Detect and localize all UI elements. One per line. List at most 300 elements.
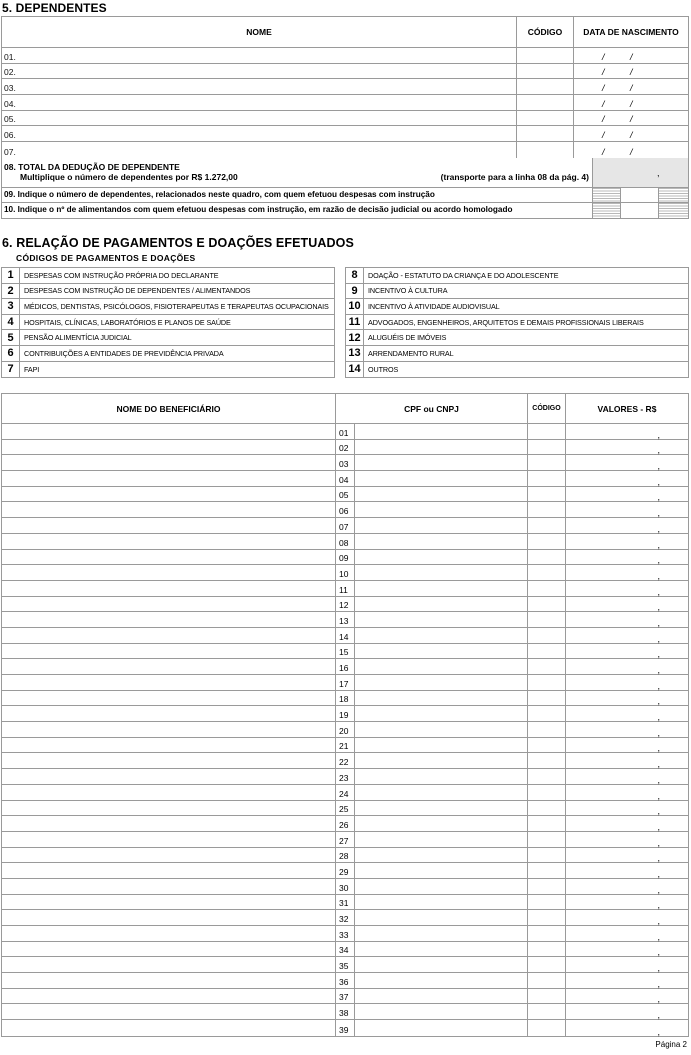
payment-row-number: 37	[339, 992, 349, 1003]
cpf-cnpj-field[interactable]	[355, 487, 528, 502]
dependent-birthdate-field[interactable]	[574, 79, 688, 94]
payment-code-field[interactable]	[528, 675, 566, 690]
beneficiary-name-field[interactable]	[2, 957, 336, 972]
payment-code-field[interactable]	[528, 848, 566, 863]
payment-value-field[interactable]	[566, 706, 688, 721]
hatched-cell	[593, 188, 621, 202]
payment-value-field[interactable]	[566, 1004, 688, 1019]
date-separator: /	[630, 83, 633, 94]
cpf-cnpj-field[interactable]	[355, 895, 528, 910]
beneficiary-name-field[interactable]	[2, 550, 336, 565]
dependent-birthdate-field[interactable]	[574, 48, 688, 63]
code-number: 12	[346, 330, 364, 345]
cpf-cnpj-field[interactable]	[355, 785, 528, 800]
payment-value-field[interactable]	[566, 879, 688, 894]
payment-row-number: 09	[339, 553, 349, 564]
beneficiary-name-field[interactable]	[2, 973, 336, 988]
payments-header-row	[2, 394, 688, 424]
payment-value-field[interactable]	[566, 487, 688, 502]
cpf-cnpj-field[interactable]	[355, 518, 528, 533]
beneficiary-name-field[interactable]	[2, 722, 336, 737]
dependent-birthdate-field[interactable]	[574, 111, 688, 126]
payment-row-number: 36	[339, 976, 349, 987]
payment-code-field[interactable]	[528, 879, 566, 894]
payment-row	[2, 1004, 688, 1020]
cpf-cnpj-field[interactable]	[355, 957, 528, 972]
payment-row-number: 11	[339, 584, 348, 595]
payment-row	[2, 989, 688, 1005]
code-row	[346, 284, 688, 300]
payment-code-field[interactable]	[528, 832, 566, 847]
beneficiary-name-field[interactable]	[2, 691, 336, 706]
code-label: PENSÃO ALIMENTÍCIA JUDICIAL	[24, 333, 132, 343]
payment-value-field[interactable]	[566, 597, 688, 612]
cpf-cnpj-field[interactable]	[355, 424, 528, 439]
payment-row	[2, 424, 688, 440]
cpf-cnpj-field[interactable]	[355, 597, 528, 612]
beneficiary-name-field[interactable]	[2, 565, 336, 580]
dependents-header-row	[2, 17, 688, 48]
payment-code-field[interactable]	[528, 612, 566, 627]
beneficiary-name-field[interactable]	[2, 816, 336, 831]
date-separator: /	[602, 51, 605, 62]
payment-code-field[interactable]	[528, 424, 566, 439]
decimal-separator: ,	[657, 963, 660, 974]
decimal-separator: ,	[657, 837, 660, 848]
payment-row-number: 29	[339, 866, 349, 877]
cpf-cnpj-field[interactable]	[355, 675, 528, 690]
question-10-row	[2, 203, 688, 218]
payment-code-field[interactable]	[528, 659, 566, 674]
payment-code-field[interactable]	[528, 518, 566, 533]
cpf-cnpj-field[interactable]	[355, 942, 528, 957]
payment-code-field[interactable]	[528, 550, 566, 565]
payment-row-number: 15	[339, 647, 349, 658]
page-number: Página 2	[655, 1040, 687, 1049]
payment-row	[2, 926, 688, 942]
code-number: 14	[346, 362, 364, 378]
payment-code-field[interactable]	[528, 706, 566, 721]
payment-code-field[interactable]	[528, 942, 566, 957]
dependent-name-field[interactable]	[2, 48, 517, 63]
payment-code-field[interactable]	[528, 816, 566, 831]
payment-code-field[interactable]	[528, 628, 566, 643]
payment-value-field[interactable]	[566, 455, 688, 470]
payment-row-number: 26	[339, 819, 349, 830]
dependent-birthdate-field[interactable]	[574, 64, 688, 79]
payment-value-field[interactable]	[566, 659, 688, 674]
decimal-separator: ,	[657, 445, 660, 456]
decimal-separator: ,	[657, 696, 660, 707]
payment-value-field[interactable]	[566, 565, 688, 580]
payment-value-field[interactable]	[566, 738, 688, 753]
cpf-cnpj-field[interactable]	[355, 440, 528, 455]
payment-row	[2, 863, 688, 879]
beneficiary-name-field[interactable]	[2, 769, 336, 784]
beneficiary-name-field[interactable]	[2, 518, 336, 533]
beneficiary-name-field[interactable]	[2, 863, 336, 878]
payment-value-field[interactable]	[566, 785, 688, 800]
decimal-separator: ,	[657, 539, 660, 550]
beneficiary-name-field[interactable]	[2, 801, 336, 816]
code-row	[346, 346, 688, 362]
dependent-row-number: 07.	[4, 146, 16, 157]
question-09-input[interactable]	[621, 188, 659, 202]
date-separator: /	[602, 130, 605, 141]
payment-row	[2, 879, 688, 895]
payment-code-field[interactable]	[528, 957, 566, 972]
dependent-row-number: 05.	[4, 114, 16, 125]
dependent-row	[2, 111, 688, 127]
payment-value-field[interactable]	[566, 534, 688, 549]
payment-row	[2, 612, 688, 628]
decimal-separator: ,	[657, 790, 660, 801]
cpf-cnpj-field[interactable]	[355, 534, 528, 549]
dependent-name-field[interactable]	[2, 79, 517, 94]
code-number: 9	[346, 284, 364, 299]
payment-value-field[interactable]	[566, 1020, 688, 1036]
payment-value-field[interactable]	[566, 957, 688, 972]
payment-value-field[interactable]	[566, 675, 688, 690]
payment-row	[2, 518, 688, 534]
cpf-cnpj-field[interactable]	[355, 644, 528, 659]
payment-value-field[interactable]	[566, 973, 688, 988]
payment-row	[2, 550, 688, 566]
decimal-separator: ,	[657, 523, 660, 534]
beneficiary-name-field[interactable]	[2, 487, 336, 502]
dependent-birthdate-field[interactable]	[574, 126, 688, 141]
payment-value-field[interactable]	[566, 440, 688, 455]
payment-code-field[interactable]	[528, 534, 566, 549]
dependent-birthdate-field[interactable]	[574, 95, 688, 110]
dependent-row	[2, 142, 688, 158]
payment-value-field[interactable]	[566, 502, 688, 517]
cpf-cnpj-field[interactable]	[355, 691, 528, 706]
payment-row-number: 14	[339, 631, 349, 642]
decimal-separator: ,	[657, 461, 660, 472]
payment-value-field[interactable]	[566, 942, 688, 957]
payment-row-number: 05	[339, 490, 349, 501]
question-10-input[interactable]	[621, 203, 659, 218]
cpf-cnpj-field[interactable]	[355, 581, 528, 596]
cpf-cnpj-field[interactable]	[355, 471, 528, 486]
beneficiary-name-field[interactable]	[2, 926, 336, 941]
cpf-cnpj-field[interactable]	[355, 455, 528, 470]
payment-code-field[interactable]	[528, 581, 566, 596]
payment-code-field[interactable]	[528, 487, 566, 502]
cpf-cnpj-field[interactable]	[355, 848, 528, 863]
payment-row-number: 27	[339, 835, 349, 846]
payment-code-field[interactable]	[528, 769, 566, 784]
code-row	[2, 284, 334, 300]
code-number: 8	[346, 268, 364, 283]
beneficiary-name-field[interactable]	[2, 597, 336, 612]
dependent-row-number: 03.	[4, 83, 16, 94]
decimal-separator: ,	[657, 1010, 660, 1021]
payment-row	[2, 565, 688, 581]
cpf-cnpj-field[interactable]	[355, 816, 528, 831]
cpf-cnpj-field[interactable]	[355, 722, 528, 737]
payment-code-field[interactable]	[528, 722, 566, 737]
decimal-separator: ,	[657, 586, 660, 597]
payment-code-field[interactable]	[528, 644, 566, 659]
payment-value-field[interactable]	[566, 518, 688, 533]
beneficiary-name-field[interactable]	[2, 942, 336, 957]
payment-code-field[interactable]	[528, 1020, 566, 1036]
dependent-name-field[interactable]	[2, 95, 517, 110]
cpf-cnpj-field[interactable]	[355, 738, 528, 753]
code-number: 10	[346, 299, 364, 314]
cpf-cnpj-field[interactable]	[355, 612, 528, 627]
code-label: HOSPITAIS, CLÍNICAS, LABORATÓRIOS E PLANOS DE SAÚDE	[24, 317, 231, 327]
dependent-birthdate-field[interactable]	[574, 142, 688, 158]
payment-row	[2, 801, 688, 817]
beneficiary-name-field[interactable]	[2, 424, 336, 439]
code-label: CONTRIBUIÇÕES A ENTIDADES DE PREVIDÊNCIA PRIVADA	[24, 348, 224, 358]
payment-code-field[interactable]	[528, 691, 566, 706]
beneficiary-name-field[interactable]	[2, 612, 336, 627]
payment-row	[2, 597, 688, 613]
dependent-code-field[interactable]	[517, 126, 574, 141]
payment-row-number: 22	[339, 757, 349, 768]
dependent-row	[2, 48, 688, 64]
dependent-row-number: 02.	[4, 67, 16, 78]
dependents-table	[1, 16, 689, 219]
date-separator: /	[630, 67, 633, 78]
beneficiary-name-field[interactable]	[2, 471, 336, 486]
cpf-cnpj-field[interactable]	[355, 801, 528, 816]
payment-value-field[interactable]	[566, 989, 688, 1004]
payment-row-number: 31	[339, 898, 349, 909]
beneficiary-name-field[interactable]	[2, 440, 336, 455]
payment-row-number: 16	[339, 663, 349, 673]
code-number: 6	[2, 346, 20, 361]
payment-row-number: 08	[339, 537, 349, 548]
code-number: 1	[2, 268, 20, 283]
cpf-cnpj-field[interactable]	[355, 502, 528, 517]
dependent-name-field[interactable]	[2, 126, 517, 141]
cpf-cnpj-field[interactable]	[355, 628, 528, 643]
code-row	[346, 362, 688, 378]
payment-code-field[interactable]	[528, 989, 566, 1004]
beneficiary-name-field[interactable]	[2, 879, 336, 894]
payment-row	[2, 455, 688, 471]
beneficiary-name-field[interactable]	[2, 1004, 336, 1019]
cpf-cnpj-field[interactable]	[355, 1020, 528, 1036]
question-09-row	[2, 188, 688, 203]
cpf-cnpj-field[interactable]	[355, 659, 528, 674]
payment-code-field[interactable]	[528, 440, 566, 455]
payment-value-field[interactable]	[566, 926, 688, 941]
payment-row	[2, 895, 688, 911]
payment-code-field[interactable]	[528, 785, 566, 800]
payment-value-field[interactable]	[566, 644, 688, 659]
cpf-cnpj-field[interactable]	[355, 706, 528, 721]
beneficiary-name-field[interactable]	[2, 644, 336, 659]
payment-row	[2, 973, 688, 989]
beneficiary-name-field[interactable]	[2, 753, 336, 768]
payment-row-number: 13	[339, 615, 349, 626]
payment-row-number: 19	[339, 710, 349, 721]
payment-code-field[interactable]	[528, 471, 566, 486]
payments-table	[1, 393, 689, 1037]
payment-value-field[interactable]	[566, 550, 688, 565]
payment-value-field[interactable]	[566, 722, 688, 737]
cpf-cnpj-field[interactable]	[355, 1004, 528, 1019]
beneficiary-name-field[interactable]	[2, 785, 336, 800]
payment-value-field[interactable]	[566, 848, 688, 863]
payment-value-field[interactable]	[566, 753, 688, 768]
dependent-name-field[interactable]	[2, 142, 517, 158]
beneficiary-name-field[interactable]	[2, 534, 336, 549]
code-row	[2, 299, 334, 315]
beneficiary-name-field[interactable]	[2, 455, 336, 470]
beneficiary-name-field[interactable]	[2, 738, 336, 753]
dependent-code-field[interactable]	[517, 48, 574, 63]
section6-title: 6. RELAÇÃO DE PAGAMENTOS E DOAÇÕES EFETUADOS	[2, 236, 354, 250]
payment-row	[2, 785, 688, 801]
cpf-cnpj-field[interactable]	[355, 832, 528, 847]
total-deduction-instruction: Multiplique o número de dependentes por R$ 1.272,00	[20, 171, 238, 182]
payment-row-number: 20	[339, 725, 349, 736]
payment-value-field[interactable]	[566, 910, 688, 925]
beneficiary-name-field[interactable]	[2, 628, 336, 643]
dependent-code-field[interactable]	[517, 142, 574, 158]
dependent-code-field[interactable]	[517, 79, 574, 94]
payment-code-field[interactable]	[528, 895, 566, 910]
payment-row-number: 21	[339, 741, 349, 752]
dependent-name-field[interactable]	[2, 64, 517, 79]
beneficiary-name-field[interactable]	[2, 895, 336, 910]
dependent-code-field[interactable]	[517, 95, 574, 110]
payment-value-field[interactable]	[566, 471, 688, 486]
payment-value-field[interactable]	[566, 801, 688, 816]
payment-value-field[interactable]	[566, 628, 688, 643]
payment-code-field[interactable]	[528, 597, 566, 612]
decimal-separator: ,	[657, 868, 660, 879]
beneficiary-name-field[interactable]	[2, 910, 336, 925]
code-label: DESPESAS COM INSTRUÇÃO PRÓPRIA DO DECLARANTE	[24, 270, 219, 280]
payment-row	[2, 769, 688, 785]
payment-code-field[interactable]	[528, 455, 566, 470]
cpf-cnpj-field[interactable]	[355, 879, 528, 894]
cpf-cnpj-field[interactable]	[355, 753, 528, 768]
payment-value-field[interactable]	[566, 832, 688, 847]
beneficiary-name-field[interactable]	[2, 989, 336, 1004]
payment-code-field[interactable]	[528, 738, 566, 753]
payment-value-field[interactable]	[566, 612, 688, 627]
payment-code-field[interactable]	[528, 1004, 566, 1019]
code-number: 7	[2, 362, 20, 378]
cpf-cnpj-field[interactable]	[355, 550, 528, 565]
payment-code-field[interactable]	[528, 565, 566, 580]
decimal-separator: ,	[657, 476, 660, 487]
transport-note: (transporte para a linha 08 da pág. 4)	[440, 171, 589, 182]
beneficiary-name-field[interactable]	[2, 1020, 336, 1036]
payment-code-field[interactable]	[528, 926, 566, 941]
payment-code-field[interactable]	[528, 863, 566, 878]
header-nome-beneficiario: NOME DO BENEFICIÁRIO	[2, 394, 336, 423]
decimal-separator: ,	[657, 602, 660, 613]
code-number: 13	[346, 346, 364, 361]
decimal-separator: ,	[657, 743, 660, 754]
payment-row	[2, 628, 688, 644]
cpf-cnpj-field[interactable]	[355, 989, 528, 1004]
payment-code-field[interactable]	[528, 502, 566, 517]
payment-value-field[interactable]	[566, 769, 688, 784]
payment-value-field[interactable]	[566, 895, 688, 910]
cpf-cnpj-field[interactable]	[355, 769, 528, 784]
dependent-code-field[interactable]	[517, 64, 574, 79]
dependent-code-field[interactable]	[517, 111, 574, 126]
payment-value-field[interactable]	[566, 424, 688, 439]
date-separator: /	[602, 98, 605, 109]
beneficiary-name-field[interactable]	[2, 706, 336, 721]
payment-row-number: 03	[339, 459, 349, 470]
beneficiary-name-field[interactable]	[2, 848, 336, 863]
codes-title: CÓDIGOS DE PAGAMENTOS E DOAÇÕES	[16, 253, 196, 263]
code-label: INCENTIVO À CULTURA	[368, 286, 448, 296]
beneficiary-name-field[interactable]	[2, 659, 336, 674]
cpf-cnpj-field[interactable]	[355, 565, 528, 580]
header-data-nascimento: DATA DE NASCIMENTO	[583, 27, 679, 37]
code-row	[2, 330, 334, 346]
payment-row	[2, 502, 688, 518]
decimal-separator: ,	[657, 492, 660, 503]
payment-row-number: 12	[339, 600, 349, 611]
payment-value-field[interactable]	[566, 581, 688, 596]
payment-value-field[interactable]	[566, 691, 688, 706]
payment-row-number: 06	[339, 506, 349, 517]
beneficiary-name-field[interactable]	[2, 675, 336, 690]
beneficiary-name-field[interactable]	[2, 832, 336, 847]
payment-value-field[interactable]	[566, 863, 688, 878]
payment-row	[2, 848, 688, 864]
payment-row-number: 25	[339, 804, 349, 815]
cpf-cnpj-field[interactable]	[355, 926, 528, 941]
hatched-cell	[659, 203, 688, 218]
payment-code-field[interactable]	[528, 801, 566, 816]
payment-code-field[interactable]	[528, 753, 566, 768]
payment-row-number: 28	[339, 851, 349, 862]
payment-row	[2, 910, 688, 926]
total-deduction-value-field[interactable]	[593, 158, 688, 187]
payment-code-field[interactable]	[528, 973, 566, 988]
cpf-cnpj-field[interactable]	[355, 910, 528, 925]
beneficiary-name-field[interactable]	[2, 502, 336, 517]
decimal-separator: ,	[657, 900, 660, 911]
payment-row	[2, 534, 688, 550]
payment-row	[2, 942, 688, 958]
cpf-cnpj-field[interactable]	[355, 973, 528, 988]
header-codigo: CÓDIGO	[517, 17, 574, 47]
date-separator: /	[630, 51, 633, 62]
payment-row-number: 07	[339, 521, 349, 532]
beneficiary-name-field[interactable]	[2, 581, 336, 596]
cpf-cnpj-field[interactable]	[355, 863, 528, 878]
payment-value-field[interactable]	[566, 816, 688, 831]
header-nome: NOME	[2, 17, 517, 47]
code-label: ADVOGADOS, ENGENHEIROS, ARQUITETOS E DEMAIS PROFISSIONAIS LIBERAIS	[368, 317, 644, 327]
code-label: DESPESAS COM INSTRUÇÃO DE DEPENDENTES / ALIMENTANDOS	[24, 286, 251, 296]
payment-row	[2, 816, 688, 832]
payment-code-field[interactable]	[528, 910, 566, 925]
code-row	[346, 330, 688, 346]
dependent-name-field[interactable]	[2, 111, 517, 126]
decimal-separator: ,	[657, 853, 660, 864]
decimal-separator: ,	[657, 429, 660, 440]
code-number: 11	[346, 315, 364, 330]
